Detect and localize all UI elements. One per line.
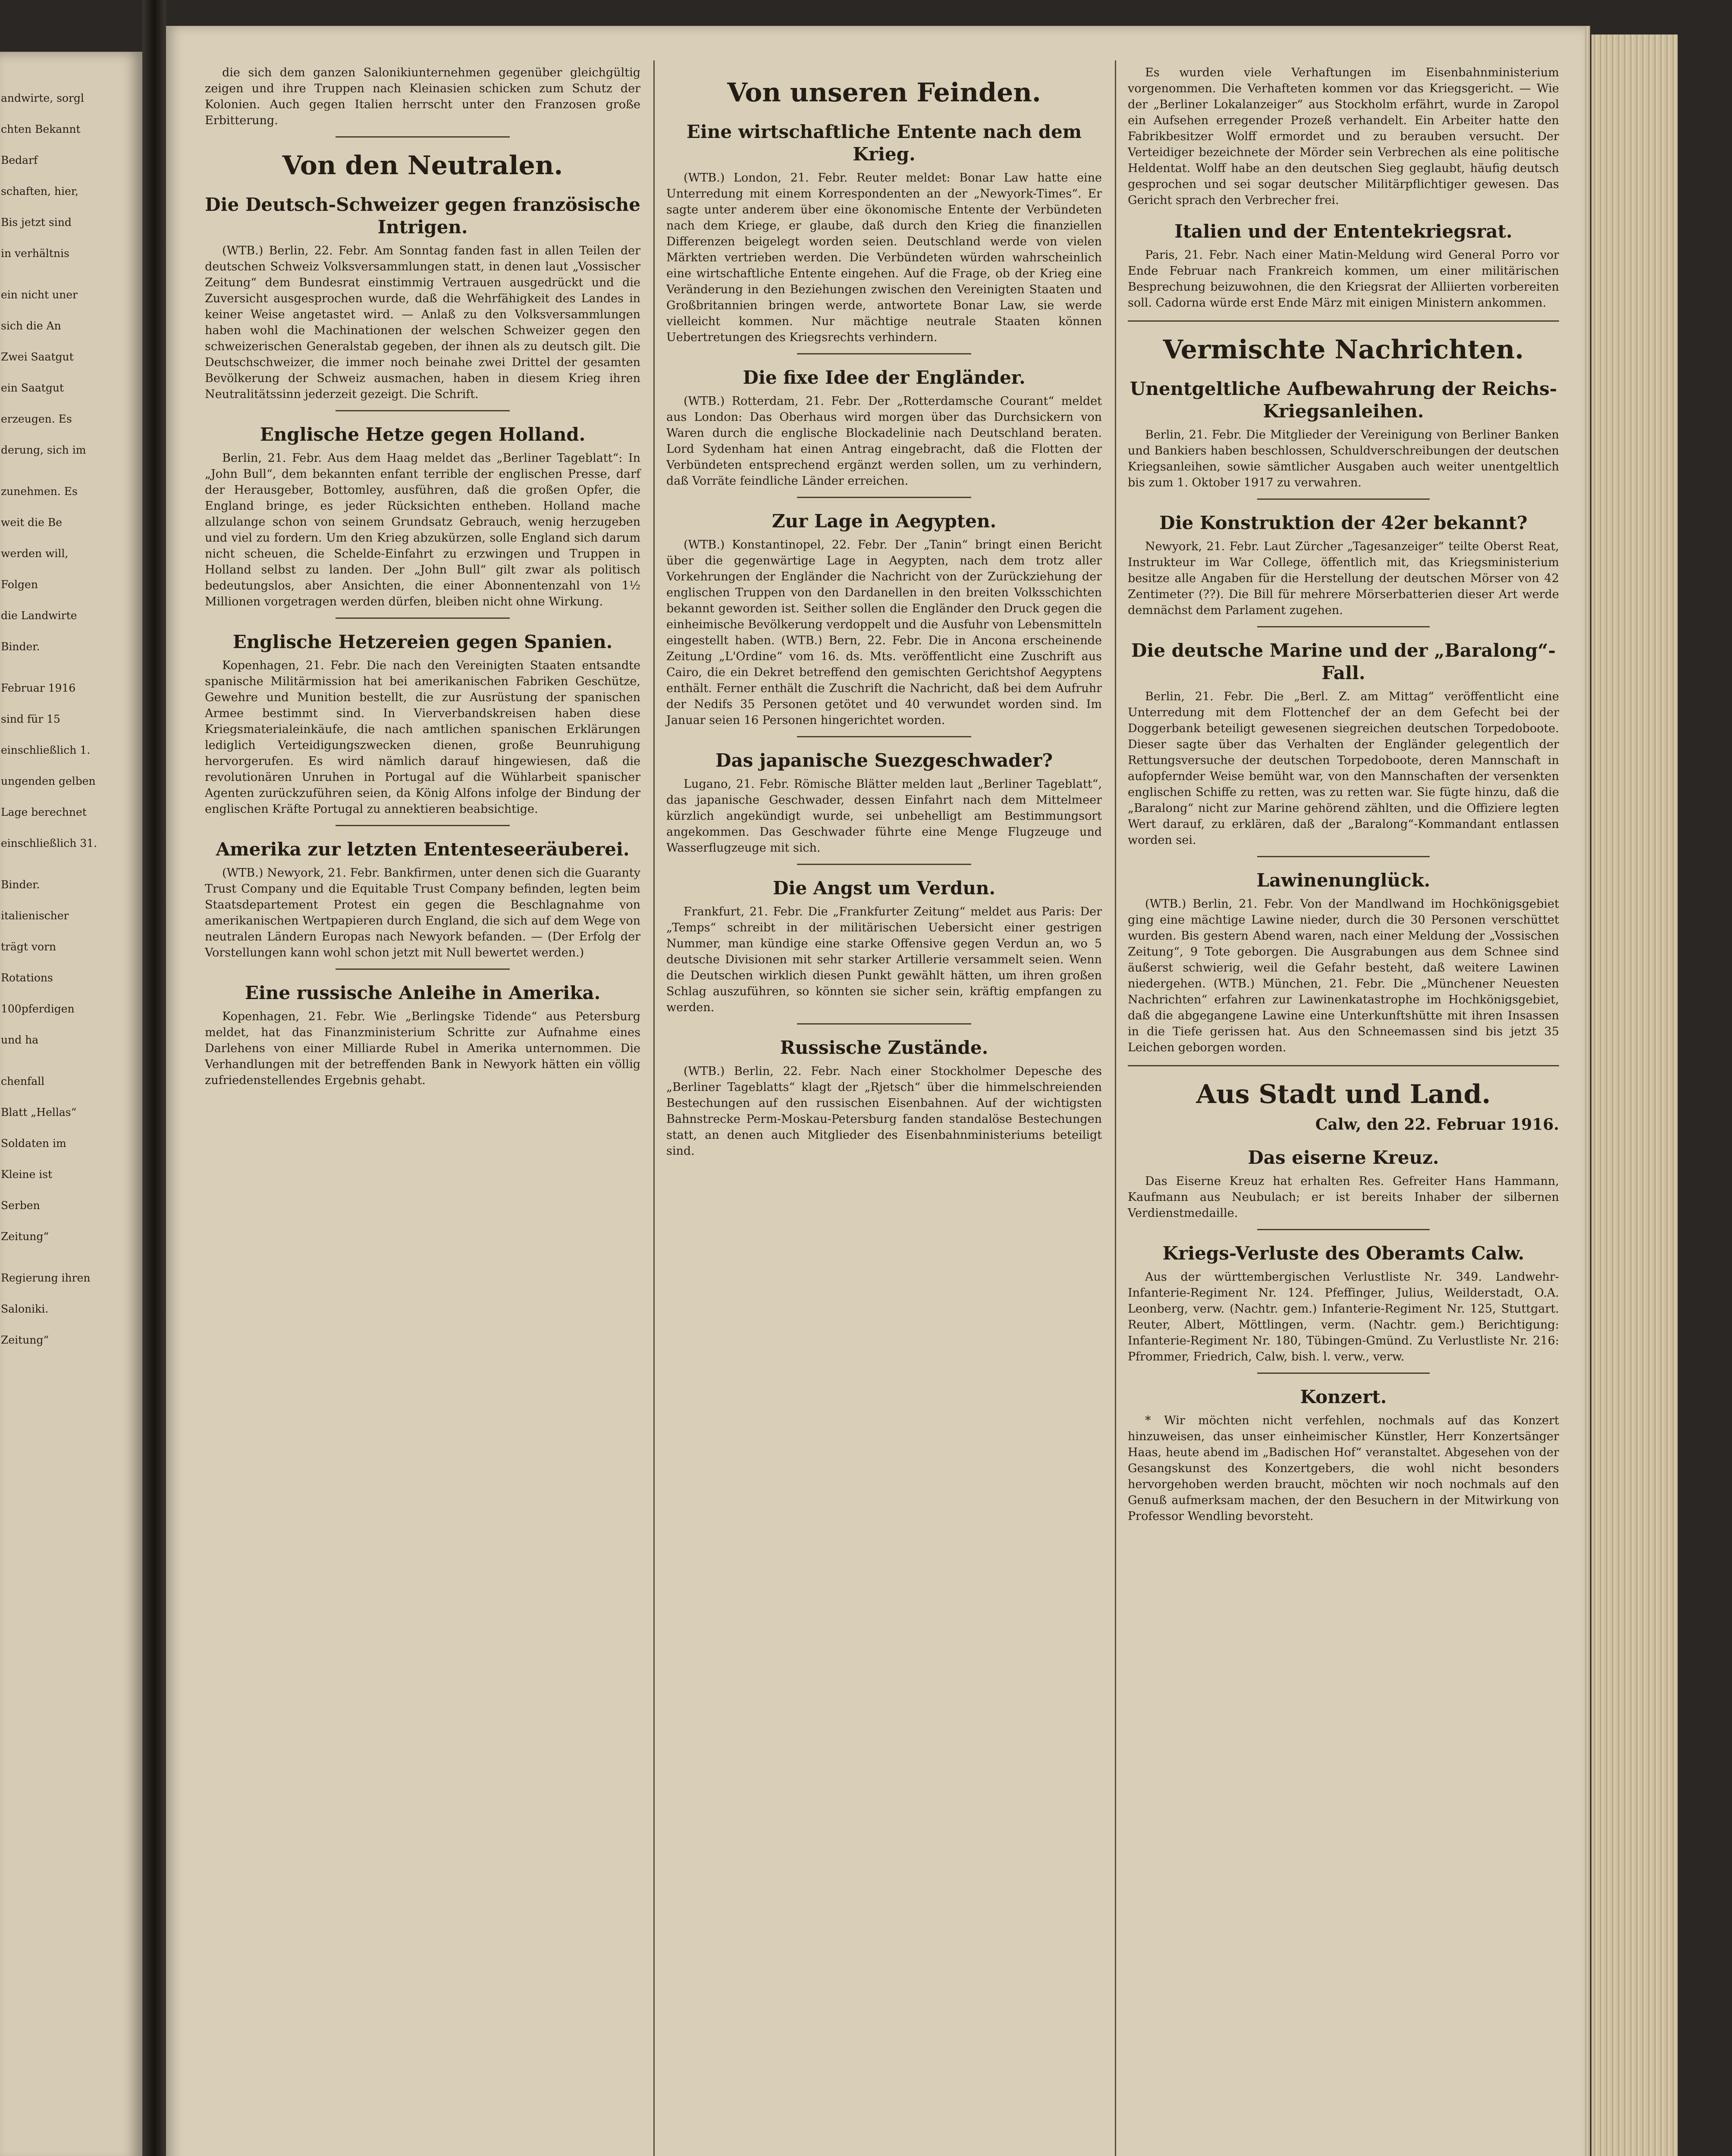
article-body: (WTB.) Berlin, 22. Febr. Am Sonntag fanden fast in allen Teilen der deutschen Schweiz Volksversammlungen statt, in denen laut „Vossischer Zeitung“ dem Bundesrat einstimmig Vertrauen ausgedrückt und die Zuversicht ausgesprochen wurde, daß die Wehrfähigkeit des Landes in keiner Weise angetastet wird. — Anlaß zu den Volksversammlungen haben wohl die Machinationen der welschen Schweizer gegen den schweizerischen Generalstab gegeben, der ihnen als zu deutsch gilt. Die Deutschschweizer, die immer noch beinahe zwei Drittel der gesamten Bevölkerung der Schweiz ausmachen, haben in diesem Krieg ihren Neutralitätssinn jederzeit gezeigt. Die Schrift.	[205, 244, 640, 401]
left-page-line: 100pferdigen	[1, 1003, 75, 1015]
left-page-line: Serben	[1, 1199, 40, 1212]
separator	[336, 617, 510, 619]
left-page-line: Binder.	[1, 640, 40, 653]
article-list	[1128, 1147, 1559, 1524]
article-headline: Amerika zur letzten Ententeseeräuberei.	[216, 839, 630, 860]
separator	[336, 825, 510, 826]
separator	[1257, 856, 1430, 857]
newspaper-page	[166, 26, 1585, 2156]
article-headline: Konzert.	[1300, 1386, 1387, 1407]
article-body: Berlin, 21. Febr. Die Mitglieder der Vereinigung von Berliner Banken und Bankiers haben beschlossen, Schuldverschreibungen der deutschen Kriegsanleihen, sowie sämtlicher Ausgaben auch weiter unentgeltlich bis zum 1. Oktober 1917 zu verwahren.	[1128, 428, 1559, 489]
left-page-line: ein Saatgut	[1, 382, 64, 394]
left-page-line: Bis jetzt sind	[1, 216, 72, 229]
left-page-line: einschließlich 31.	[1, 837, 97, 849]
left-page-line: andwirte, sorgl	[1, 92, 84, 104]
article-headline: Englische Hetze gegen Holland.	[260, 424, 586, 445]
left-page-line: Rotations	[1, 971, 53, 984]
column-rule	[653, 60, 655, 2156]
left-page-line: Zeitung“	[1, 1230, 49, 1243]
separator	[797, 497, 971, 498]
left-page-line: trägt vorn	[1, 940, 56, 953]
article-body: Das Eiserne Kreuz hat erhalten Res. Gefreiter Hans Hammann, Kaufmann aus Neubulach; er ist bereits Inhaber der silbernen Verdienstmedaille.	[1128, 1175, 1559, 1220]
left-page-line: erzeugen. Es	[1, 413, 72, 425]
article-list	[1128, 378, 1559, 1056]
left-page-line: chenfall	[1, 1075, 45, 1087]
article-body: Kopenhagen, 21. Febr. Die nach den Vereinigten Staaten entsandte spanische Militärmission hat bei amerikanischen Fabriken Geschütze, Gewehre und Munition bestellt, die zur Ausrüstung der spanischen Armee bestimmt sind. In Vierverbandskreisen haben diese Kriegsmaterialeinkäufe, die nach amtlichen spanischen Erklärungen lediglich Verteidigungszwecken dienen, große Beunruhigung hervorgerufen. Es wird nämlich darauf hingewiesen, daß die revolutionären Unruhen in Portugal auf die Wühlarbeit spanischer Agenten zurückzuführen seien, da König Alfons infolge der Bindung der englischen Kräfte Portugal zu annektieren beabsichtige.	[205, 659, 640, 816]
left-page-line: chten Bekannt	[1, 123, 81, 135]
left-page-line: weit die Be	[1, 516, 63, 529]
local-dateline: Calw, den 22. Februar 1916.	[1315, 1116, 1559, 1134]
left-page-line: sich die An	[1, 320, 61, 332]
section-title-local: Aus Stadt und Land.	[1196, 1079, 1491, 1109]
article-headline: Das eiserne Kreuz.	[1248, 1147, 1439, 1168]
article-body: Berlin, 21. Febr. Die „Berl. Z. am Mittag“ veröffentlicht eine Unterredung mit dem Flottenchef der an dem Gefecht bei der Doggerbank beteiligt gewesenen siegreichen deutschen Torpedoboote. Dieser sagte über das Verhalten der Engländer gelegentlich der Rettungsversuche der deutschen Torpedoboote, deren Mannschaft in aufopfernder Weise bemüht war, von den Mannschaften der versenkten englischen Schiffe zu retten, was zu retten war. Sie fügte hinzu, daß die „Baralong“ nicht zur Marine gehörend zählten, und die Offiziere legten Wert darauf, zu erklären, daß der „Baralong“-Kommandant entlassen worden sei.	[1128, 690, 1559, 847]
separator	[1257, 626, 1430, 627]
section-title-neutrals: Von den Neutralen.	[282, 150, 563, 181]
section-title-enemies: Von unseren Feinden.	[727, 78, 1041, 108]
left-page-line: Bedarf	[1, 154, 38, 166]
article-body: (WTB.) Konstantinopel, 22. Febr. Der „Tanin“ bringt einen Bericht über die gegenwärtige Lage in Aegypten, nach dem trotz aller Vorkehrungen der Engländer die Nachricht von der Zurückziehung der englischen Truppen von den Dardanellen in den breiten Volksschichten bekannt geworden ist. Seither sollen die Engländer den Druck gegen die einheimische Bevölkerung verdoppelt und die Ausfuhr von Lebensmitteln eingestellt haben. (WTB.) Bern, 22. Febr. Die in Ancona erscheinende Zeitung „L'Ordine“ vom 16. ds. Mts. veröffentlicht eine Zuschrift aus Cairo, die ein Dekret betreffend den gemischten Gerichtshof Aegyptens enthält. Ferner enthält die Zuschrift die Nachricht, daß bei dem Aufruhr der Nedifs 35 Personen getötet und 40 verwundet worden sind. Im Januar seien 16 Personen hingerichtet worden.	[666, 538, 1102, 727]
article-headline: Eine russische Anleihe in Amerika.	[245, 982, 601, 1003]
article-body: Aus der württembergischen Verlustliste Nr. 349. Landwehr-Infanterie-Regiment Nr. 124. Pfeffinger, Julius, Weilderstadt, O.A. Leonberg, verw. (Nachtr. gem.) Infanterie-Regiment Nr. 125, Stuttgart. Reuter, Albert, Möttlingen, verm. (Nachtr. gem.) Berichtigung: Infanterie-Regiment Nr. 180, Tübingen-Gmünd. Zu Verlustliste Nr. 216: Pfrommer, Friedrich, Calw, bish. l. verw., verw.	[1128, 1270, 1559, 1363]
separator	[797, 353, 971, 354]
separator	[336, 136, 510, 138]
continued-paragraph: die sich dem ganzen Salonikiunternehmen gegenüber gleichgültig zeigen und ihre Truppen nach Kleinasien schicken zum Schutz der Kolonien. Auch gegen Italien herrscht unter den Franzosen große Erbitterung.	[205, 66, 640, 127]
article-body: Kopenhagen, 21. Febr. Wie „Berlingske Tidende“ aus Petersburg meldet, hat das Finanzministerium Schritte zur Aufnahme eines Darlehens von einer Milliarde Rubel in Amerika unternommen. Die Verhandlungen mit der betreffenden Bank in Newyork hätten ein völlig zufriedenstellendes Ergebnis gehabt.	[205, 1010, 640, 1087]
separator	[1128, 320, 1559, 322]
left-page-line: italienischer	[1, 909, 69, 922]
separator	[336, 968, 510, 970]
article-headline: Die Deutsch-Schweizer gegen französische Intrigen.	[205, 194, 640, 238]
left-page-line: Blatt „Hellas“	[1, 1106, 77, 1119]
left-page-fragment	[0, 52, 142, 2156]
separator	[1257, 1229, 1430, 1230]
article-body: (WTB.) Berlin, 21. Febr. Von der Mandlwand im Hochkönigsgebiet ging eine mächtige Lawine nieder, durch die 30 Personen verschüttet wurden. Bis gestern Abend waren, nach einer Meldung der „Vossischen Zeitung“, 9 Tote geborgen. Die Ausgrabungen aus dem Schnee sind äußerst schwierig, weil die Gefahr besteht, daß weitere Lawinen niedergehen. (WTB.) München, 21. Febr. Die „Münchener Neuesten Nachrichten“ erfahren zur Lawinenkatastrophe im Hochkönigsgebiet, daß die abgegangene Lawine eine Unterkunftshütte mit ihren Insassen in die Tiefe gerissen hat. Aus den Schneemassen sind bis jetzt 35 Leichen geborgen worden.	[1128, 897, 1559, 1054]
article-headline: Kriegs-Verluste des Oberamts Calw.	[1162, 1243, 1525, 1264]
separator	[336, 410, 510, 411]
book-gutter	[142, 0, 166, 2156]
article-headline: Die Angst um Verdun.	[772, 877, 996, 899]
article-headline: Italien und der Ententekriegsrat.	[1174, 221, 1512, 242]
left-page-line: in verhältnis	[1, 247, 69, 260]
column-1	[205, 65, 640, 1092]
article-headline: Eine wirtschaftliche Entente nach dem Krieg.	[686, 121, 1082, 165]
article-body: Berlin, 21. Febr. Aus dem Haag meldet das „Berliner Tageblatt“: In „John Bull“, dem bekannten enfant terrible der englischen Presse, darf der Herausgeber, Bottomley, ausführen, daß die großen Opfer, die England bringe, es jeder Rücksichten entheben. Holland mache allzulange schon von seinem Grundsatz Gebrauch, wenig herzugeben und viel zu fordern. Um den Krieg abzukürzen, solle England sich darum nicht scheuen, die Schelde-Einfahrt zu erzwingen und Truppen in Holland selbst zu landen. Der „John Bull“ gilt zwar als politisch bedeutungslos, aber Ansichten, die einer Abonnentenzahl von 1½ Millionen vorgetragen werden dürfen, bleiben nicht ohne Wirkung.	[205, 451, 640, 608]
left-page-line: schaften, hier,	[1, 185, 78, 197]
left-page-line: und ha	[1, 1034, 39, 1046]
article-list	[666, 121, 1102, 1159]
left-page-line: Folgen	[1, 578, 38, 591]
article-body: Frankfurt, 21. Febr. Die „Frankfurter Zeitung“ meldet aus Paris: Der „Temps“ schreibt in der militärischen Uebersicht einer gestrigen Nummer, man kündige eine starke Offensive gegen Verdun an, wo 5 deutsche Divisionen mit sehr starker Artillerie versammelt seien. Wenn die Deutschen wirklich diesen Punkt gewählt hätten, um ihren großen Schlag auszuführen, so könnten sie sicher sein, kräftig empfangen zu werden.	[666, 905, 1102, 1014]
left-page-line: ein nicht uner	[1, 288, 78, 301]
separator	[1128, 1065, 1559, 1066]
article-headline: Die fixe Idee der Engländer.	[743, 367, 1026, 388]
article-headline: Die deutsche Marine und der „Baralong“-Fall.	[1131, 640, 1556, 683]
left-page-line: ungenden gelben	[1, 775, 96, 787]
section-title-misc: Vermischte Nachrichten.	[1163, 335, 1524, 365]
article-body: (WTB.) Berlin, 22. Febr. Nach einer Stockholmer Depesche des „Berliner Tageblatts“ klagt der „Rjetsch“ über die himmelschreienden Bestechungen auf den russischen Eisenbahnen. Auf der wichtigsten Bahnstrecke Perm-Moskau-Petersburg fanden standalöse Bestechungen statt, an denen auch Mitglieder des Eisenbahnministeriums beteiligt sind.	[666, 1065, 1102, 1158]
article-body: * Wir möchten nicht verfehlen, nochmals auf das Konzert hinzuweisen, das unser einheimischer Künstler, Herr Konzertsänger Haas, heute abend im „Badischen Hof“ veranstaltet. Abgesehen von der Gesangskunst des Konzertgebers, die wohl nicht besonders hervorgehoben werden braucht, möchten wir noch nochmals auf den Genuß aufmerksam machen, der den Besuchern in der Mitwirkung von Professor Wendling bevorsteht.	[1128, 1414, 1559, 1523]
left-page-line: Regierung ihren	[1, 1272, 91, 1284]
left-page-line: Lage berechnet	[1, 806, 87, 818]
article-list	[1128, 220, 1559, 311]
left-page-line: einschließlich 1.	[1, 744, 91, 756]
separator	[1257, 1373, 1430, 1374]
left-page-line: derung, sich im	[1, 444, 86, 456]
left-page-line: Februar 1916	[1, 682, 76, 694]
article-body: (WTB.) Newyork, 21. Febr. Bankfirmen, unter denen sich die Guaranty Trust Company und die Equitable Trust Company befinden, legten beim Staatsdepartement Protest ein gegen die Beschlagnahme von amerikanischen Wertpapieren durch England, die sich auf dem Wege von neutralen Ländern Europas nach Newyork befanden. — (Der Erfolg der Vorstellungen kann wohl schon jetzt mit Null bewertet werden.)	[205, 866, 640, 959]
left-page-line: Binder.	[1, 878, 40, 891]
article-list	[205, 194, 640, 1088]
article-headline: Lawinenunglück.	[1256, 870, 1431, 891]
article-body: Lugano, 21. Febr. Römische Blätter melden laut „Berliner Tageblatt“, das japanische Geschwader, dessen Einfahrt nach dem Mittelmeer kürzlich angekündigt wurde, sei unbehelligt am Bestimmungsort angekommen. Das Geschwader führte eine Menge Flugzeuge und Wasserflugzeuge mit sich.	[666, 777, 1102, 855]
article-headline: Die Konstruktion der 42er bekannt?	[1159, 512, 1528, 533]
article-body: Newyork, 21. Febr. Laut Zürcher „Tagesanzeiger“ teilte Oberst Reat, Instrukteur im War College, öffentlich mit, das Kriegsministerium besitze alle Angaben für die Herstellung der deutschen Mörser von 42 Zentimeter (??). Die Bill für mehrere Mörserbatterien dieser Art werde demnächst dem Parlament zugehen.	[1128, 540, 1559, 617]
separator	[797, 736, 971, 737]
article-headline: Das japanische Suezgeschwader?	[715, 750, 1053, 771]
separator	[797, 1023, 971, 1025]
left-page-line: Zeitung“	[1, 1334, 49, 1346]
separator	[1257, 498, 1430, 500]
left-page-line: zunehmen. Es	[1, 485, 78, 498]
left-page-line: Zwei Saatgut	[1, 351, 74, 363]
left-page-line: Kleine ist	[1, 1168, 53, 1181]
left-page-line: werden will,	[1, 547, 69, 560]
article-headline: Zur Lage in Aegypten.	[772, 511, 997, 532]
article-body: Paris, 21. Febr. Nach einer Matin-Meldung wird General Porro vor Ende Februar nach Frankreich kommen, um einer militärischen Besprechung beizuwohnen, die den Kriegsrat der Alliierten vorbereiten soll. Cadorna würde erst Ende März mit einigen Ministern ankommen.	[1128, 248, 1559, 310]
column-3	[1128, 65, 1559, 1528]
left-page-line: Soldaten im	[1, 1137, 66, 1150]
article-headline: Russische Zustände.	[780, 1037, 988, 1058]
left-page-column	[1, 91, 137, 1363]
column-2	[666, 65, 1102, 1163]
stacked-page-edges	[1591, 34, 1678, 2156]
separator	[797, 864, 971, 865]
left-page-line: sind für 15	[1, 713, 60, 725]
left-page-line: Saloniki.	[1, 1303, 49, 1315]
continued-paragraph: Es wurden viele Verhaftungen im Eisenbahnministerium vorgenommen. Die Verhafteten kommen vor das Kriegsgericht. — Wie der „Berliner Lokalanzeiger“ aus Stockholm erfährt, wurde in Zaropol ein Aufsehen erregender Prozeß verhandelt. Ein Arbeiter hatte den Fabrikbesitzer Wolff ermordet und zu berauben versucht. Der Verteidiger bezeichnete der Mörder sein Verbrechen als eine politische Heldentat. Wolff habe an den deutschen Sieg geglaubt, häufig deutsch gesprochen und sei sogar deutscher Militärpflichtiger gewesen. Das Gericht sprach den Verbrecher frei.	[1128, 66, 1559, 207]
article-headline: Unentgeltliche Aufbewahrung der Reichs-Kriegsanleihen.	[1130, 378, 1557, 422]
left-page-line: die Landwirte	[1, 609, 77, 622]
article-headline: Englische Hetzereien gegen Spanien.	[232, 631, 613, 652]
article-body: (WTB.) London, 21. Febr. Reuter meldet: Bonar Law hatte eine Unterredung mit einem Korrespondenten an der „Newyork-Times“. Er sagte unter anderem über eine ökonomische Entente der Verbündeten nach dem Kriege, er glaube, daß durch den Krieg die finanziellen Differenzen beigelegt worden seien. Deutschland werde von vielen Märkten vertrieben werden. Die Verbündeten würden wahrscheinlich eine wirtschaftliche Entente eingehen. Auf die Frage, ob der Krieg eine Veränderung in den Beziehungen zwischen den Vereinigten Staaten und Großbritannien bringen werde, antwortete Bonar Law, sie werde vielleicht kommen. Nur mächtige neutrale Staaten können Uebertretungen des Kriegsrechts verhindern.	[666, 171, 1102, 344]
article-body: (WTB.) Rotterdam, 21. Febr. Der „Rotterdamsche Courant“ meldet aus London: Das Oberhaus wird morgen über das Durchsickern von Waren durch die englische Blockadelinie nach Deutschland beraten. Lord Sydenham hat einen Antrag eingebracht, daß die Flotten der Verbündeten entsprechend ergänzt werden sollen, um zu verhindern, daß Vorräte feindliche Länder erreichen.	[666, 395, 1102, 488]
column-rule	[1115, 60, 1116, 2156]
